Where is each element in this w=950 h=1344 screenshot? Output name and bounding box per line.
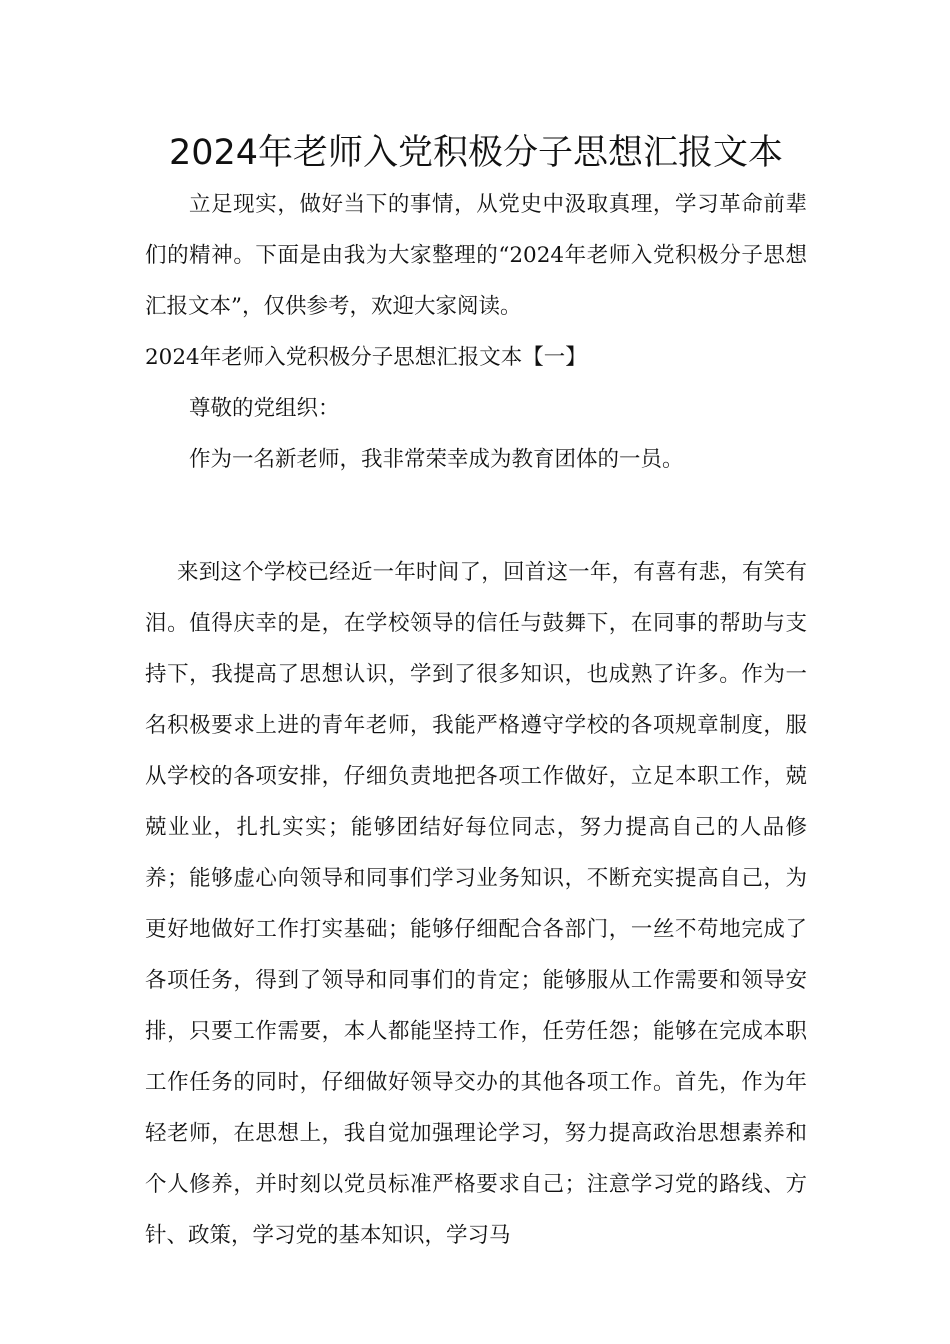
salutation: 尊敬的党组织： bbox=[189, 396, 340, 421]
paragraph-spacer bbox=[145, 485, 807, 547]
section-heading: 2024年老师入党积极分子思想汇报文本【一】 bbox=[145, 345, 587, 370]
document-page bbox=[145, 128, 807, 1261]
main-paragraph: 来到这个学校已经近一年时间了，回首这一年，有喜有悲，有笑有泪。值得庆幸的是，在学校领导的信任与鼓舞下，在同事的帮助与支持下，我提高了思想认识，学到了很多知识，也成熟了许多。作为一名积极要求上进的青年老师，我能严格遵守学校的各项规章制度，服从学校的各项安排，仔细负责地把各项工作做好，立足本职工作，兢兢业业，扎扎实实；能够团结好每位同志，努力提高自己的人品修养；能够虚心向领导和同事们学习业务知识，不断充实提高自己，为更好地做好工作打实基础；能够仔细配合各部门，一丝不苟地完成了各项任务，得到了领导和同事们的肯定；能够服从工作需要和领导安排，只要工作需要，本人都能坚持工作，任劳任怨；能够在完成本职工作任务的同时，仔细做好领导交办的其他各项工作。首先，作为年轻老师，在思想上，我自觉加强理论学习，努力提高政治思想素养和个人修养，并时刻以党员标准严格要求自己；注意学习党的路线、方针、政策，学习党的基本知识，学习马 bbox=[145, 560, 807, 1248]
document-title: 2024年老师入党积极分子思想汇报文本 bbox=[168, 133, 784, 173]
opening-sentence: 作为一名新老师，我非常荣幸成为教育团体的一员。 bbox=[189, 447, 684, 472]
intro-paragraph: 立足现实，做好当下的事情，从党史中汲取真理，学习革命前辈们的精神。下面是由我为大家整理的“2024年老师入党积极分子思想汇报文本”，仅供参考，欢迎大家阅读。 bbox=[145, 192, 807, 319]
